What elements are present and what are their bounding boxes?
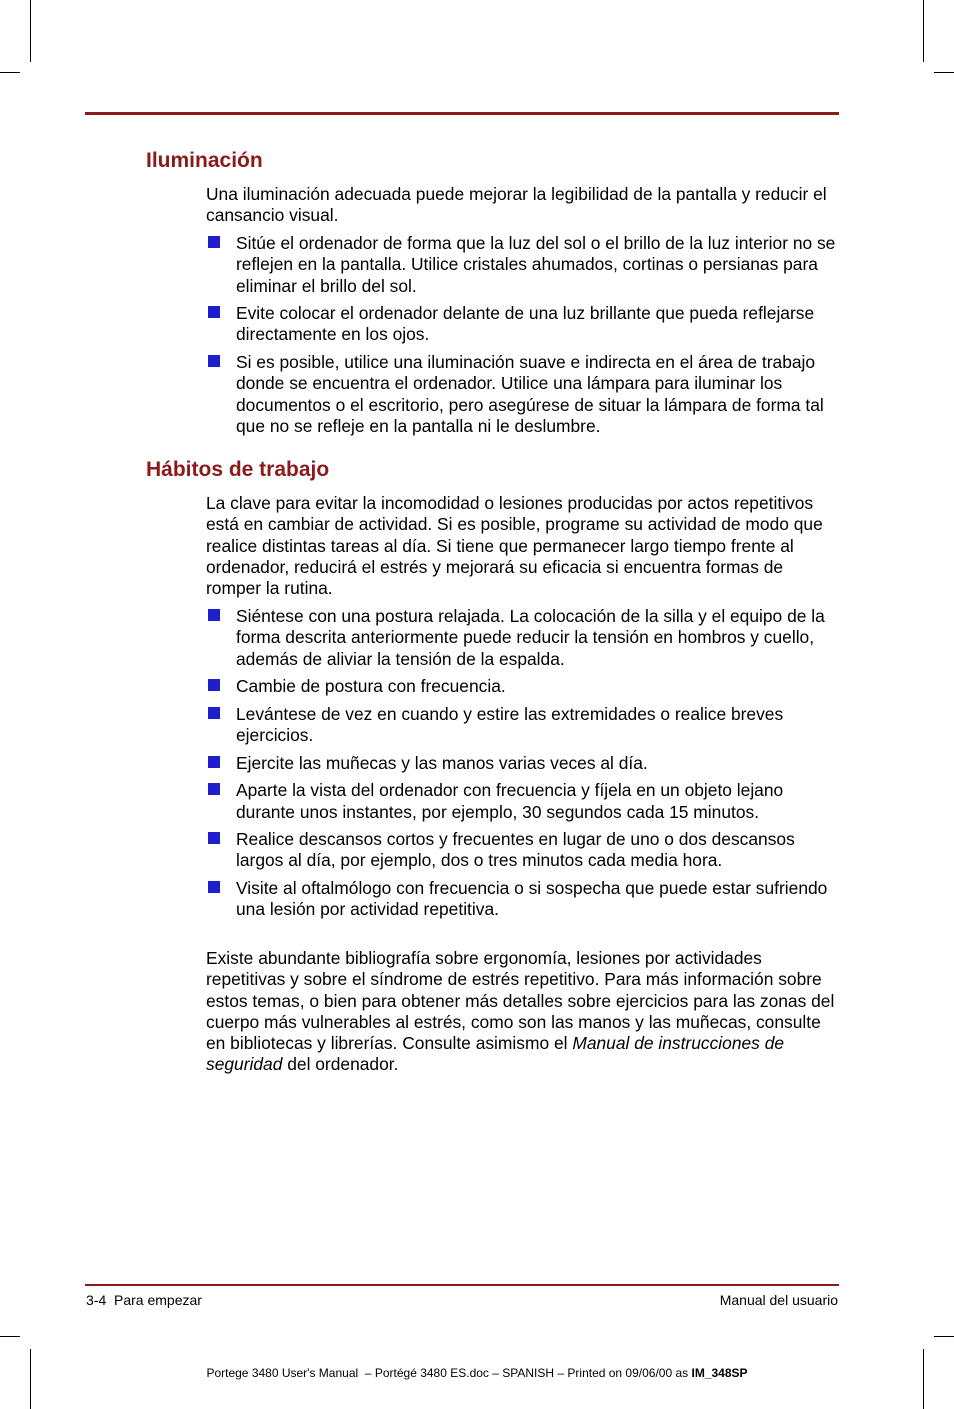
- crop-mark: [934, 72, 954, 73]
- list-item: [206, 352, 838, 437]
- closing-text: Existe abundante bibliografía sobre ergonomía, lesiones por actividades repetitivas y sobre el síndrome de estrés repetitivo. Para más información sobre estos temas, o bien para obtener más detalles sobre ejercicios para las zonas del cuerpo más vulnerables al estrés, como son las manos y las muñecas, consulte en bibliotecas y librerías. Consulte asimismo el: [206, 948, 835, 1054]
- crop-mark: [934, 1336, 954, 1337]
- footer-manual-label: Manual del usuario: [719, 1292, 838, 1308]
- section-heading-habitos: Hábitos de trabajo: [146, 458, 330, 481]
- list-item-text: Evite colocar el ordenador delante de una luz brillante que pueda reflejarse directamente en los ojos.: [236, 303, 815, 345]
- list-item: [206, 606, 838, 670]
- list-item: [206, 878, 838, 921]
- print-info-code: IM_348SP: [691, 1366, 748, 1380]
- list-item: [206, 676, 838, 697]
- square-bullet-icon: [208, 609, 220, 621]
- list-item-text: Visite al oftalmólogo con frecuencia o si sospecha que puede estar sufriendo una lesión por actividad repetitiva.: [236, 878, 828, 920]
- crop-mark: [0, 1336, 20, 1337]
- square-bullet-icon: [208, 236, 220, 248]
- manual-title-reference: Manual de instrucciones de seguridad: [206, 1033, 785, 1075]
- footer-page-label: 3-4 Para empezar: [86, 1292, 202, 1308]
- bullet-list: [206, 606, 838, 927]
- list-item-text: Siéntese con una postura relajada. La colocación de la silla y el equipo de la forma descrita anteriormente puede reducir la tensión en hombros y cuello, además de aliviar la tensión de la espalda.: [236, 606, 825, 669]
- list-item: [206, 780, 838, 823]
- bullet-list: [206, 233, 838, 444]
- list-item: [206, 704, 838, 747]
- section-intro: Una iluminación adecuada puede mejorar la legibilidad de la pantalla y reducir el cansancio visual.: [206, 184, 827, 226]
- closing-paragraph: [206, 948, 838, 1076]
- square-bullet-icon: [208, 881, 220, 893]
- crop-mark: [30, 0, 31, 62]
- square-bullet-icon: [208, 756, 220, 768]
- square-bullet-icon: [208, 679, 220, 691]
- list-item-text: Aparte la vista del ordenador con frecuencia y fíjela en un objeto lejano durante unos instantes, por ejemplo, 30 segundos cada 15 minutos.: [236, 780, 784, 822]
- print-info-line: [0, 1366, 954, 1380]
- square-bullet-icon: [208, 832, 220, 844]
- square-bullet-icon: [208, 783, 220, 795]
- list-item: [206, 829, 838, 872]
- list-item-text: Levántese de vez en cuando y estire las extremidades o realice breves ejercicios.: [236, 703, 784, 746]
- crop-mark: [923, 0, 924, 62]
- square-bullet-icon: [208, 707, 220, 719]
- closing-text-end: del ordenador.: [282, 1054, 399, 1075]
- list-item-text: Realice descansos cortos y frecuentes en lugar de uno o dos descansos largos al día, por ejemplo, dos o tres minutos cada media hora.: [236, 829, 795, 871]
- section-heading-iluminacion: Iluminación: [146, 149, 263, 172]
- square-bullet-icon: [208, 306, 220, 318]
- list-item-text: Ejercite las muñecas y las manos varias veces al día.: [236, 752, 648, 773]
- print-info-text: Portege 3480 User's Manual – Portégé 3480 ES.doc – SPANISH – Printed on 09/06/00 as: [206, 1366, 692, 1380]
- list-item-text: Si es posible, utilice una iluminación suave e indirecta en el área de trabajo donde se encuentra el ordenador. Utilice una lámpara para iluminar los documentos o el escritorio, pero asegúrese de situar la lámpara de forma tal que no se refleje en la pantalla ni le deslumbre.: [236, 352, 824, 436]
- footer-rule: [85, 1284, 839, 1286]
- list-item-text: Cambie de postura con frecuencia.: [236, 676, 506, 697]
- section-intro: La clave para evitar la incomodidad o lesiones producidas por actos repetitivos está en cambiar de actividad. Si es posible, programe su actividad de modo que realice distintas tareas al día. Si tiene que permanecer largo tiempo frente al ordenador, reducirá el estrés y mejorará su eficacia si encuentra formas de romper la rutina.: [206, 493, 823, 599]
- list-item-text: Sitúe el ordenador de forma que la luz del sol o el brillo de la luz interior no se reflejen en la pantalla. Utilice cristales ahumados, cortinas o persianas para eliminar el brillo del sol.: [236, 233, 836, 296]
- list-item: [206, 753, 838, 774]
- list-item: [206, 233, 838, 297]
- crop-mark: [0, 72, 20, 73]
- header-rule: [85, 112, 839, 115]
- list-item: [206, 303, 838, 346]
- square-bullet-icon: [208, 355, 220, 367]
